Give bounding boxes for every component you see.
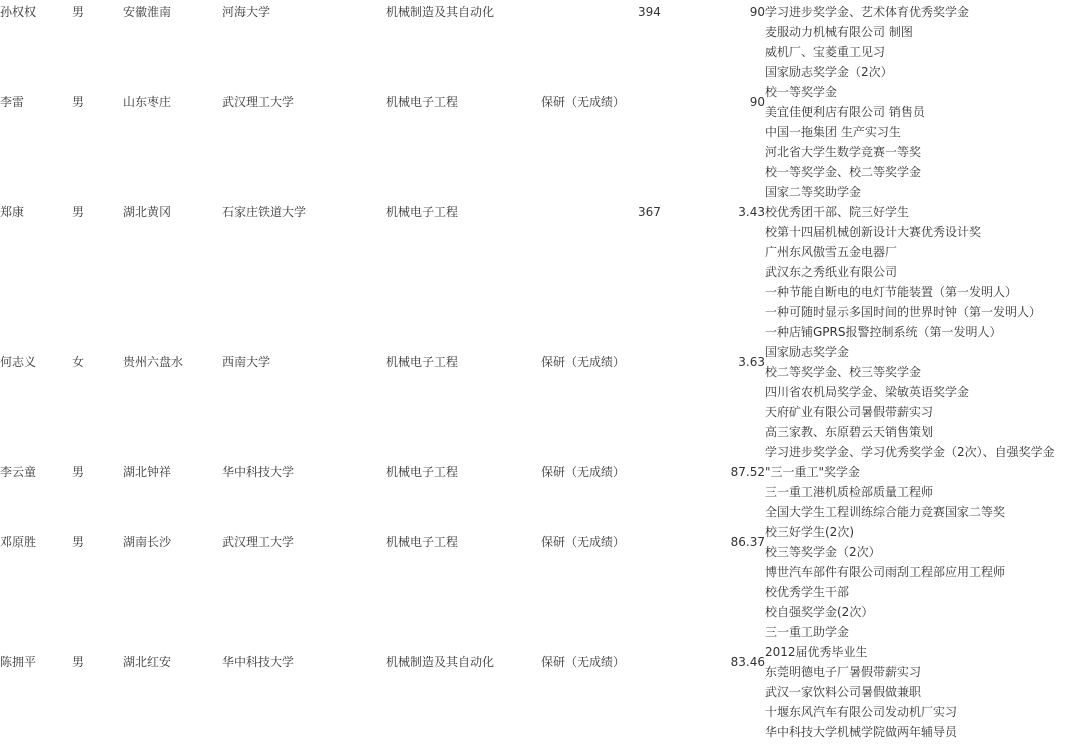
student-grade: 3.43 [738,205,765,219]
student-name: 邓原胜 [0,535,37,549]
award-item: 四川省农机局奖学金、梁敏英语奖学金 [765,385,970,399]
award-item: 一种可随时显示多国时间的世界时钟（第一发明人） [765,305,1042,319]
award-item: 东莞明德电子厂暑假带薪实习 [765,665,922,679]
student-gender: 男 [72,95,85,109]
award-item: 高三家教、东原碧云天销售策划 [765,425,934,439]
award-item: 十堰东风汽车有限公司发动机厂实习 [765,705,958,719]
award-item: 华中科技大学机械学院做两年辅导员 [765,725,958,739]
student-major: 机械电子工程 [386,465,459,479]
student-name: 孙权权 [0,5,37,19]
student-gender: 男 [72,465,85,479]
student-major: 机械电子工程 [386,205,459,219]
award-item: 威机厂、宝菱重工见习 [765,45,886,59]
student-major: 机械电子工程 [386,355,459,369]
award-item: 武汉一家饮料公司暑假做兼职 [765,685,922,699]
award-item: 博世汽车部件有限公司雨刮工程部应用工程师 [765,565,1006,579]
student-name: 郑康 [0,205,25,219]
awards-list [765,2,1055,742]
student-gender: 男 [72,655,85,669]
student-hometown: 山东枣庄 [123,95,172,109]
award-item: 天府矿业有限公司暑假带薪实习 [765,405,934,419]
student-university: 武汉理工大学 [222,95,295,109]
award-item: 河北省大学生数学竞赛一等奖 [765,145,922,159]
award-item: 校自强奖学金(2次） [765,605,874,619]
award-item: 校优秀学生干部 [765,585,850,599]
award-item: 国家二等奖助学金 [765,185,862,199]
award-item: 校三等奖学金（2次） [765,545,881,559]
award-item: 中国一拖集团 生产实习生 [765,125,901,139]
student-grade: 90 [749,5,765,19]
award-item: "三一重工"奖学金 [765,465,861,479]
student-name: 李云童 [0,465,37,479]
award-item: 学习进步奖学金、艺术体育优秀奖学金 [765,5,970,19]
student-gender: 男 [72,535,85,549]
student-exam-score: 367 [638,205,661,219]
student-status: 保研（无成绩） [541,655,626,669]
student-major: 机械制造及其自动化 [386,655,495,669]
award-item: 校三好学生(2次) [765,525,854,539]
student-status: 保研（无成绩） [541,465,626,479]
student-grade: 87.52 [730,465,765,479]
student-gender: 男 [72,5,85,19]
student-hometown: 安徽淮南 [123,5,172,19]
student-university: 石家庄铁道大学 [222,205,307,219]
award-item: 校二等奖学金、校三等奖学金 [765,365,922,379]
student-grade: 83.46 [730,655,765,669]
student-grade: 86.37 [730,535,765,549]
student-gender: 女 [72,355,85,369]
student-status: 保研（无成绩） [541,535,626,549]
award-item: 三一重工助学金 [765,625,850,639]
student-status: 保研（无成绩） [541,95,626,109]
award-item: 麦服动力机械有限公司 制图 [765,25,913,39]
student-grade: 3.63 [738,355,765,369]
student-hometown: 湖南长沙 [123,535,172,549]
student-university: 河海大学 [222,5,271,19]
student-university: 华中科技大学 [222,465,295,479]
student-name: 李雷 [0,95,25,109]
award-item: 武汉东之秀纸业有限公司 [765,265,898,279]
award-item: 2012届优秀毕业生 [765,645,868,659]
student-grade: 90 [749,95,765,109]
award-item: 国家励志奖学金（2次） [765,65,893,79]
student-gender: 男 [72,205,85,219]
award-item: 校一等奖学金、校二等奖学金 [765,165,922,179]
student-university: 西南大学 [222,355,271,369]
award-item: 广州东风傲雪五金电器厂 [765,245,898,259]
award-item: 校一等奖学金 [765,85,838,99]
award-item: 一种店铺GPRS报警控制系统（第一发明人） [765,325,1002,339]
student-status: 保研（无成绩） [541,355,626,369]
student-university: 华中科技大学 [222,655,295,669]
student-hometown: 湖北红安 [123,655,172,669]
student-university: 武汉理工大学 [222,535,295,549]
student-name: 何志义 [0,355,37,369]
award-item: 美宜佳便利店有限公司 销售员 [765,105,925,119]
award-item: 三一重工港机质检部质量工程师 [765,485,934,499]
award-item: 国家励志奖学金 [765,345,850,359]
student-exam-score: 394 [638,5,661,19]
student-hometown: 贵州六盘水 [123,355,184,369]
award-item: 学习进步奖学金、学习优秀奖学金（2次）、自强奖学金 [765,445,1055,459]
student-hometown: 湖北黄冈 [123,205,172,219]
student-major: 机械电子工程 [386,535,459,549]
award-item: 一种节能自断电的电灯节能装置（第一发明人） [765,285,1018,299]
student-hometown: 湖北钟祥 [123,465,172,479]
student-major: 机械制造及其自动化 [386,5,495,19]
award-item: 校优秀团干部、院三好学生 [765,205,910,219]
award-item: 全国大学生工程训练综合能力竞赛国家二等奖 [765,505,1006,519]
student-major: 机械电子工程 [386,95,459,109]
award-item: 校第十四届机械创新设计大赛优秀设计奖 [765,225,982,239]
student-name: 陈拥平 [0,655,37,669]
